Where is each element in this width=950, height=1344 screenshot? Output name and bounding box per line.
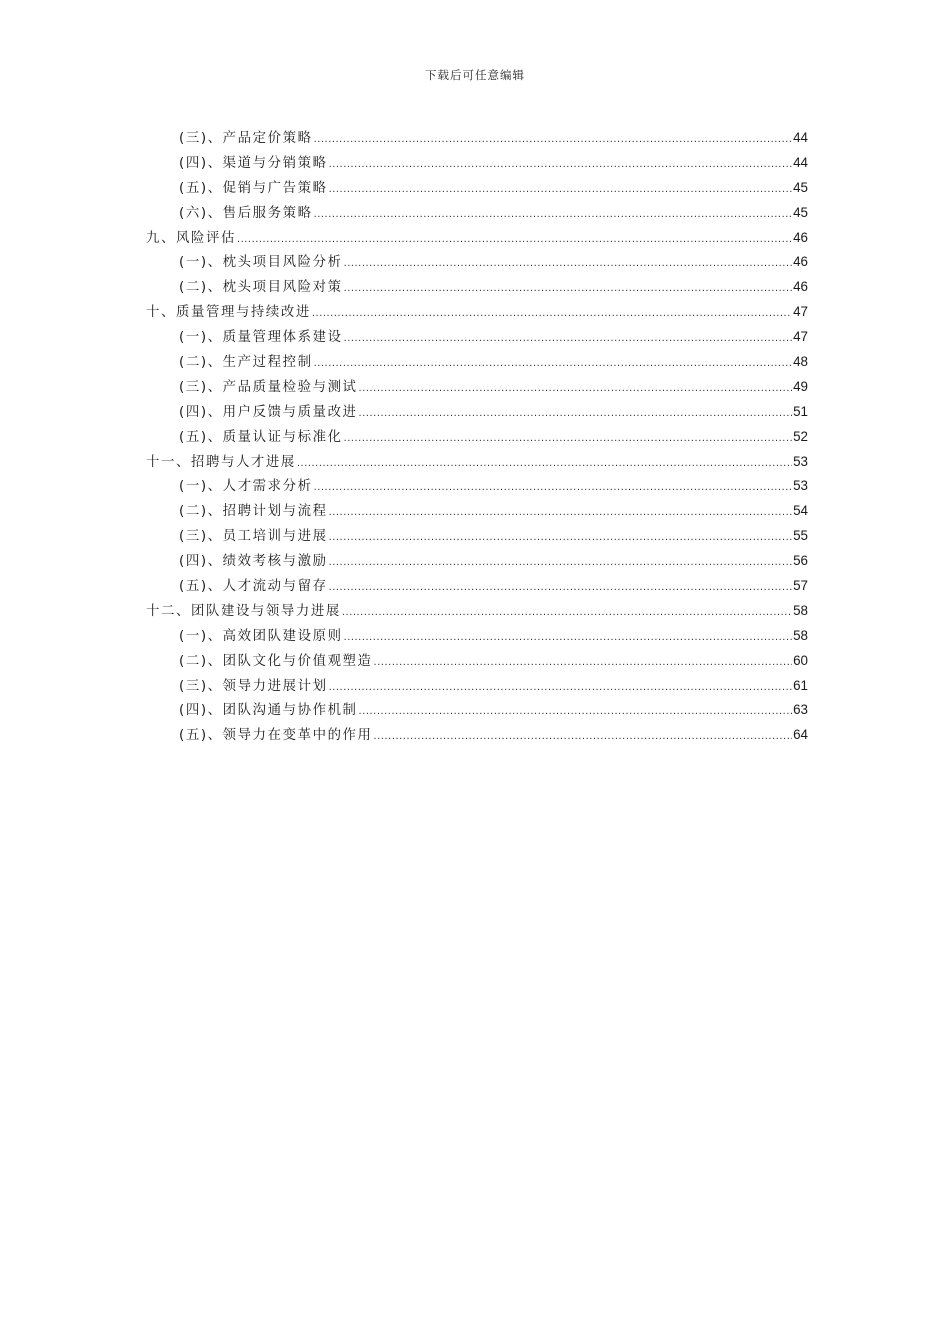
toc-leader-dots: [297, 451, 792, 476]
toc-chapter-entry[interactable]: [146, 450, 808, 475]
toc-entry-title: (二)、团队文化与价值观塑造: [179, 653, 373, 669]
toc-entry[interactable]: [146, 350, 808, 375]
toc-entry-page: 53: [793, 453, 808, 469]
toc-entry-title: (二)、招聘计划与流程: [179, 504, 328, 520]
toc-entry-title: (一)、质量管理体系建设: [179, 330, 343, 346]
toc-entry[interactable]: [146, 400, 808, 425]
toc-entry-page: 55: [793, 528, 808, 544]
toc-chapter-entry[interactable]: [146, 226, 808, 251]
toc-leader-dots: [329, 177, 793, 202]
toc-entry-title: (五)、质量认证与标准化: [179, 429, 343, 445]
toc-entry-page: 58: [793, 602, 808, 618]
toc-entry-page: 47: [793, 304, 808, 320]
toc-leader-dots: [359, 401, 793, 426]
toc-entry-page: 58: [793, 627, 808, 643]
toc-entry-title: (三)、产品定价策略: [179, 131, 313, 146]
toc-leader-dots: [374, 650, 793, 675]
toc-entry-page: 46: [793, 254, 808, 270]
toc-entry[interactable]: [146, 250, 808, 275]
toc-entry[interactable]: [146, 674, 808, 699]
toc-entry-title: (四)、绩效考核与激励: [179, 554, 328, 570]
toc-leader-dots: [344, 625, 793, 650]
toc-entry[interactable]: [146, 126, 808, 151]
toc-entry[interactable]: [146, 176, 808, 201]
toc-entry-page: 64: [793, 727, 808, 743]
toc-entry-title: (四)、渠道与分销策略: [179, 155, 328, 171]
toc-leader-dots: [312, 301, 792, 326]
toc-entry[interactable]: [146, 499, 808, 524]
page-header: 下载后可任意编辑: [425, 68, 525, 82]
toc-leader-dots: [344, 251, 793, 276]
toc-leader-dots: [329, 152, 793, 177]
toc-entry-title: (四)、用户反馈与质量改进: [179, 404, 358, 420]
toc-entry[interactable]: [146, 325, 808, 350]
toc-entry-title: (三)、领导力进展计划: [179, 678, 328, 694]
toc-entry-title: (五)、人才流动与留存: [179, 579, 328, 595]
toc-entry-page: 49: [793, 378, 808, 394]
toc-entry[interactable]: [146, 723, 808, 748]
toc-entry[interactable]: [146, 524, 808, 549]
toc-entry-page: 44: [793, 130, 808, 145]
toc-entry[interactable]: [146, 624, 808, 649]
toc-leader-dots: [344, 326, 793, 351]
toc-entry[interactable]: [146, 474, 808, 499]
toc-entry-title: (一)、人才需求分析: [179, 479, 313, 495]
toc-entry-page: 47: [793, 329, 808, 345]
toc-entry[interactable]: [146, 151, 808, 176]
toc-leader-dots: [329, 675, 793, 700]
toc-leader-dots: [359, 699, 793, 724]
toc-entry[interactable]: [146, 375, 808, 400]
toc-entry-title: (五)、促销与广告策略: [179, 180, 328, 196]
table-of-contents: [146, 126, 808, 748]
toc-leader-dots: [344, 426, 793, 451]
toc-entry[interactable]: [146, 425, 808, 450]
toc-entry-title: (四)、团队沟通与协作机制: [179, 703, 358, 719]
toc-entry-page: 46: [793, 279, 808, 295]
toc-leader-dots: [374, 724, 793, 749]
toc-entry-title: 十二、团队建设与领导力进展: [146, 603, 341, 619]
toc-entry-page: 44: [793, 154, 808, 170]
toc-leader-dots: [314, 127, 793, 152]
toc-leader-dots: [359, 376, 793, 401]
toc-entry[interactable]: [146, 574, 808, 599]
toc-entry-title: (一)、高效团队建设原则: [179, 628, 343, 644]
toc-entry-title: (六)、售后服务策略: [179, 205, 313, 221]
toc-entry-page: 53: [793, 478, 808, 494]
toc-entry[interactable]: [146, 201, 808, 226]
toc-entry[interactable]: [146, 275, 808, 300]
toc-entry-page: 45: [793, 179, 808, 195]
toc-entry-page: 60: [793, 652, 808, 668]
toc-entry-title: 九、风险评估: [146, 230, 236, 246]
toc-entry-page: 51: [793, 403, 808, 419]
toc-leader-dots: [314, 475, 793, 500]
toc-entry[interactable]: [146, 649, 808, 674]
toc-leader-dots: [329, 525, 793, 550]
toc-entry-title: (三)、员工培训与进展: [179, 529, 328, 545]
toc-leader-dots: [344, 276, 793, 301]
toc-leader-dots: [329, 575, 793, 600]
toc-entry-page: 63: [793, 702, 808, 718]
toc-leader-dots: [314, 202, 793, 227]
toc-entry-page: 56: [793, 553, 808, 569]
toc-entry-page: 54: [793, 503, 808, 519]
toc-entry-page: 45: [793, 204, 808, 220]
toc-entry-title: (一)、枕头项目风险分析: [179, 255, 343, 271]
toc-leader-dots: [314, 351, 793, 376]
toc-entry-page: 48: [793, 354, 808, 370]
toc-entry[interactable]: [146, 549, 808, 574]
toc-entry-page: 52: [793, 428, 808, 444]
toc-entry-page: 57: [793, 578, 808, 594]
toc-entry-title: 十、质量管理与持续改进: [146, 305, 311, 321]
toc-entry-page: 46: [793, 229, 808, 245]
toc-leader-dots: [237, 227, 792, 252]
toc-entry-title: 十一、招聘与人才进展: [146, 454, 296, 470]
toc-leader-dots: [329, 500, 793, 525]
toc-chapter-entry[interactable]: [146, 599, 808, 624]
toc-entry-title: (二)、生产过程控制: [179, 355, 313, 371]
toc-entry[interactable]: [146, 698, 808, 723]
toc-leader-dots: [329, 550, 793, 575]
toc-entry-title: (五)、领导力在变革中的作用: [179, 728, 373, 744]
toc-entry-title: (三)、产品质量检验与测试: [179, 379, 358, 395]
toc-leader-dots: [342, 600, 792, 625]
toc-entry-title: (二)、枕头项目风险对策: [179, 280, 343, 296]
toc-chapter-entry[interactable]: [146, 300, 808, 325]
toc-entry-page: 61: [793, 677, 808, 693]
